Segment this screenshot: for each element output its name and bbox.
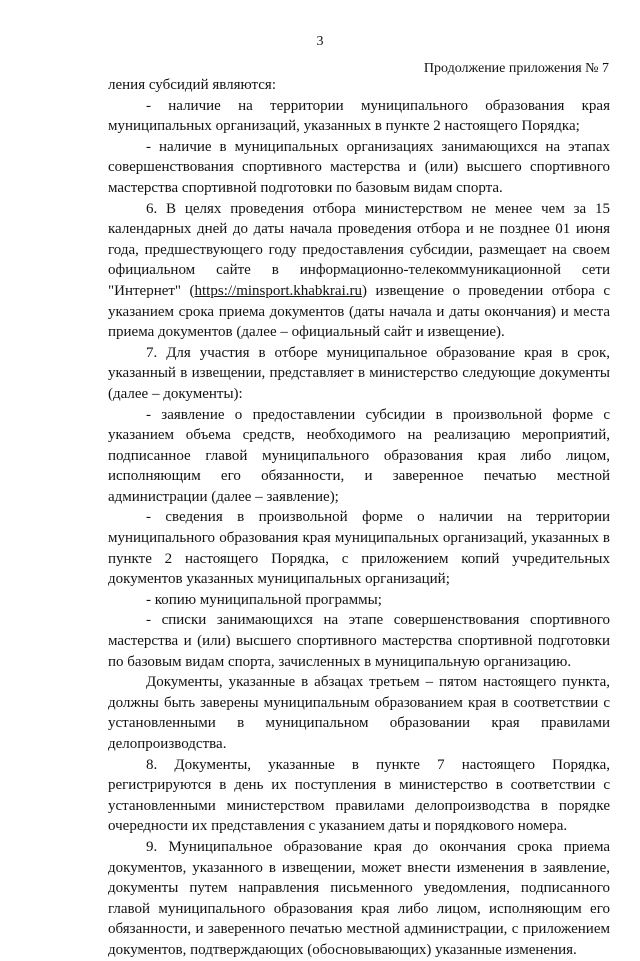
paragraph: - наличие в муниципальных организациях занимающихся на этапах совершенствования спортивного мастерства и (или) высшего спортивного мастерства спортивной подготовки по базовым видам спорта. (108, 138, 610, 196)
paragraph: 7. Для участия в отборе муниципальное образование края в срок, указанный в извещении, представляет в министерство следующие документы (далее – документы): (108, 344, 610, 402)
body-text (108, 75, 610, 961)
paragraph: 9. Муниципальное образование края до окончания срока приема документов, указанного в извещении, может внести изменения в заявление, документы путем направления письменного уведомления, подписанного главой муниципального образования края либо лицом, исполняющим его обязанности, и заверенного печатью местной администрации, с приложением документов, подтверждающих (обосновывающих) указанные изменения. (108, 838, 610, 958)
paragraph: - копию муниципальной программы; (146, 591, 382, 608)
page-number: 3 (316, 34, 324, 49)
paragraph-6-tail: ) извещение о проведении отбора с указанием срока приема документов (даты начала и даты окончания) и места приема документов (далее – официальный сайт и извещение). (108, 282, 610, 341)
paragraph: - заявление о предоставлении субсидии в произвольной форме с указанием объема средств, необходимого на реализацию мероприятий, подписанное главой муниципального образования края либо лицом, исполняющим его обязанности, и заверенное печатью местной администрации (далее – заявление); (108, 406, 610, 505)
paragraph: - списки занимающихся на этапе совершенствования спортивного мастерства и (или) высшего спортивного мастерства спортивной подготовки по базовым видам спорта, зачисленных в муниципальную организацию. (108, 612, 610, 670)
paragraph: - наличие на территории муниципального образования края муниципальных организаций, указанных в пункте 2 настоящего Порядка; (108, 97, 610, 135)
appendix-continuation-label: Продолжение приложения № 7 (423, 61, 609, 76)
paragraph: Документы, указанные в абзацах третьем – пятом настоящего пункта, должны быть заверены муниципальным образованием края в соответствии с установленными в муниципальном образовании края правилами делопроизводства. (108, 674, 610, 752)
paragraph: ления субсидий являются: (108, 77, 277, 93)
website-link[interactable]: https://minsport.khabkrai.ru (194, 282, 362, 299)
paragraph: - сведения в произвольной форме о наличии на территории муниципального образования края муниципальных организаций, указанных в пункте 2 настоящего Порядка, с приложением копий учредительных документов указанных муниципальных организаций; (108, 509, 610, 588)
paragraph: 8. Документы, указанные в пункте 7 настоящего Порядка, регистрируются в день их поступления в министерство в соответствии с установленными министерством правилами делопроизводства в порядке очередности их представления с указанием даты и порядкового номера. (108, 756, 610, 835)
paragraph-6 (108, 199, 610, 343)
paragraph-6-text: 6. В целях проведения отбора министерством не менее чем за 15 календарных дней до даты начала проведения отбора и не позднее 01 июня года, предшествующего году предоставления субсидии, размещает на своем официальном сайте в информационно-телекоммуникационной сети "Интернет" ( (108, 200, 610, 299)
